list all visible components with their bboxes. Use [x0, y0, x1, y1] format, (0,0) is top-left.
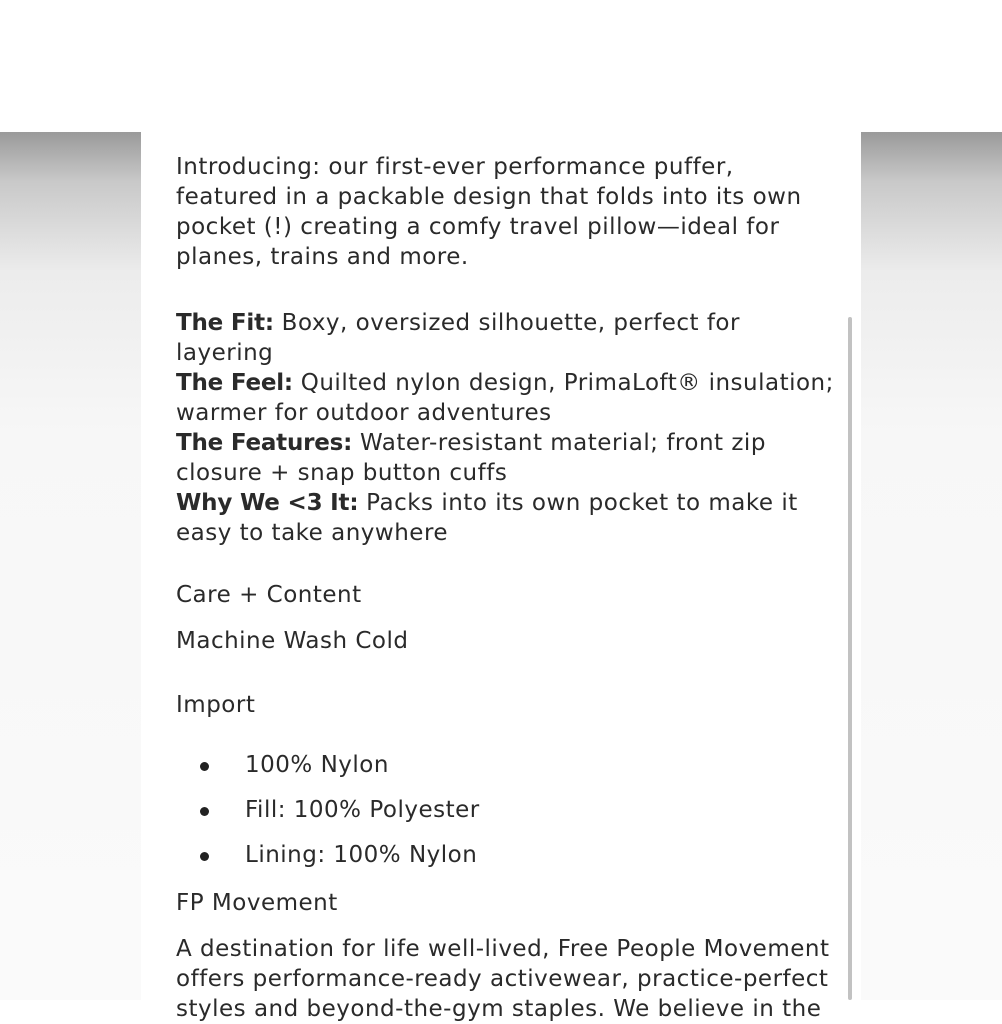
materials-list [176, 750, 836, 870]
detail-label: The Features: [176, 430, 353, 456]
origin-text: Import [176, 692, 256, 718]
brand-paragraph: A destination for life well-lived, Free People Movement offers performance-ready activewear, practice-perfect styles and beyond-the-gym staples. We believe in the [176, 936, 830, 1022]
detail-why-we-love-it [176, 488, 836, 548]
detail-fit [176, 308, 836, 368]
intro-paragraph: Introducing: our first-ever performance puffer, featured in a packable design that folds into its own pocket (!) creating a comfy travel pillow—ideal for planes, trains and more. [176, 154, 802, 270]
detail-text: Quilted nylon design, PrimaLoft® insulation; warmer for outdoor adventures [176, 370, 834, 426]
material-text: Fill: 100% Polyester [245, 797, 480, 823]
detail-feel [176, 368, 836, 428]
bullet-icon [200, 807, 209, 816]
care-content-heading: Care + Content [176, 582, 362, 608]
list-item [176, 750, 836, 780]
wash-instructions: Machine Wash Cold [176, 628, 409, 654]
list-item [176, 795, 836, 825]
material-text: 100% Nylon [245, 752, 389, 778]
detail-label: The Fit: [176, 310, 274, 336]
detail-label: Why We <3 It: [176, 490, 359, 516]
description-content [176, 152, 836, 1024]
right-background [861, 132, 1002, 1000]
detail-text: Water-resistant material; front zip closure + snap button cuffs [176, 430, 766, 486]
details-block [176, 308, 836, 548]
brand-heading: FP Movement [176, 890, 338, 916]
detail-text: Boxy, oversized silhouette, perfect for layering [176, 310, 740, 366]
product-description-panel[interactable] [141, 132, 861, 1022]
list-item [176, 840, 836, 870]
detail-label: The Feel: [176, 370, 293, 396]
detail-text: Packs into its own pocket to make it easy to take anywhere [176, 490, 798, 546]
left-background [0, 132, 141, 1000]
scrollbar[interactable] [848, 317, 852, 1000]
detail-features [176, 428, 836, 488]
bullet-icon [200, 762, 209, 771]
material-text: Lining: 100% Nylon [245, 842, 478, 868]
bullet-icon [200, 852, 209, 861]
